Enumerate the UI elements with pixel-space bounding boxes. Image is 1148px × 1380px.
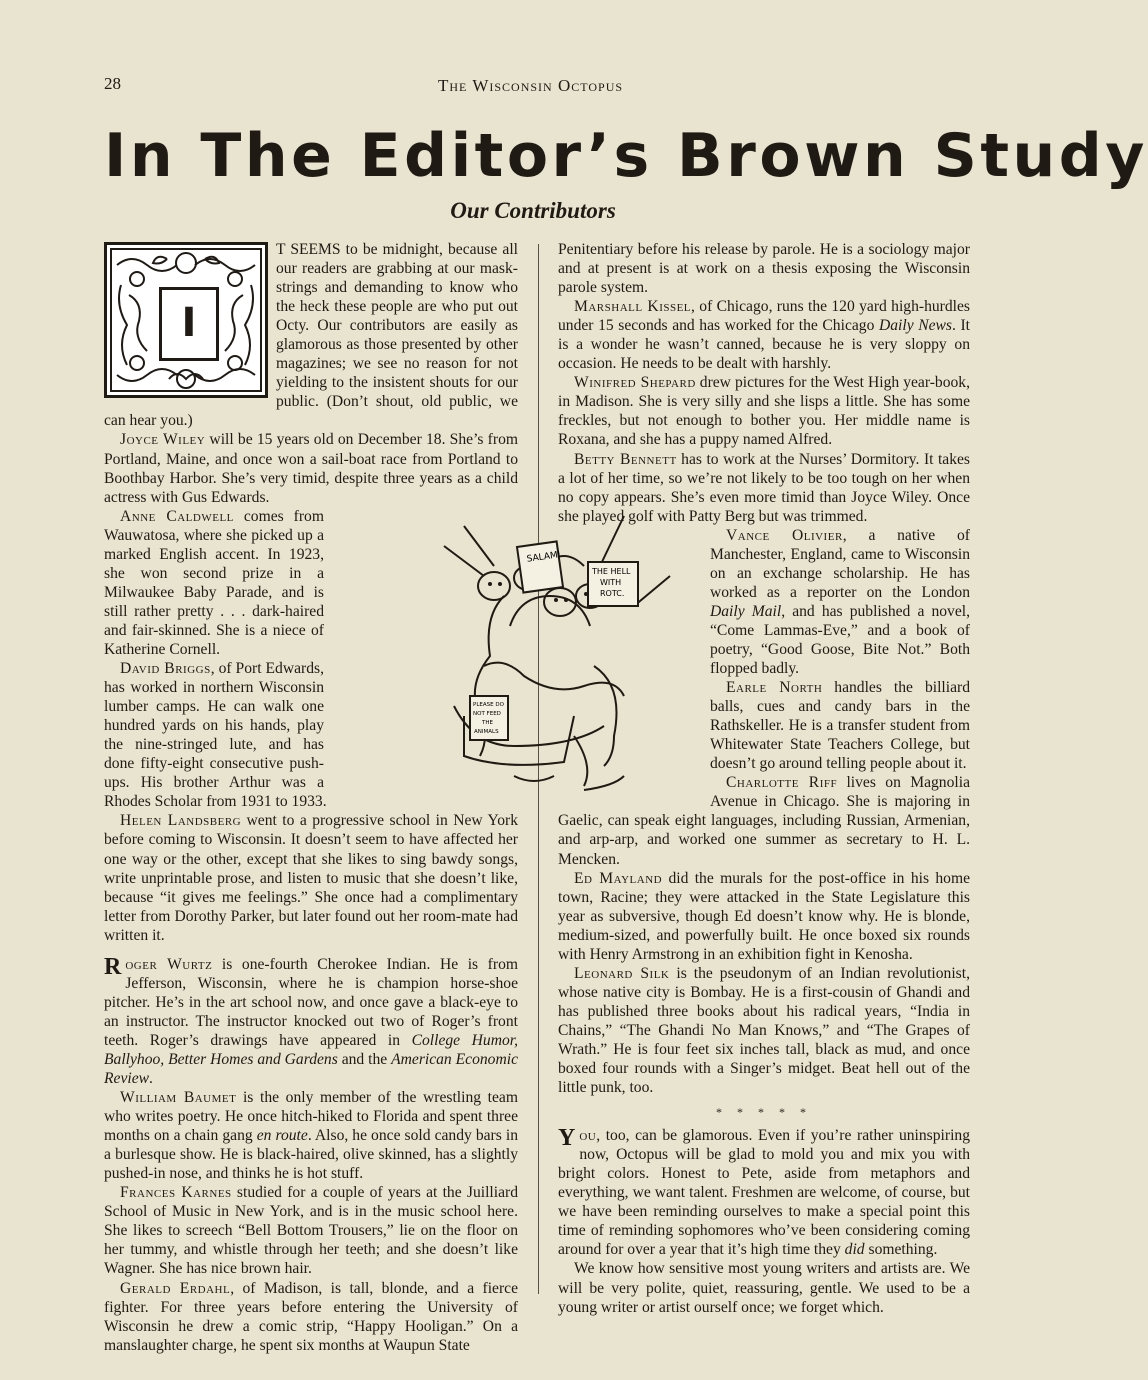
contributor-anne-caldwell: Anne Caldwell comes from Wauwatosa, where she picked up a marked English accent. In 1923, she won second prize in a Milwaukee Baby Parade, and is still rather pretty . . . dark-haired and fair-skinned. She is a niece of Katherine Cornell. <box>104 507 324 658</box>
contributor-betty-bennett: Betty Bennett has to work at the Nurses’ Dormitory. It takes a lot of her time, so we’re not likely to be too tough on her when no copy appears. She’s even more timid than Joyce Wiley. Once she played golf with Patty Berg but was trimmed. <box>558 450 970 525</box>
gerald-continuation: Penitentiary before his release by parole. He is a sociology major and at present is at work on a thesis exposing the Wisconsin parole system. <box>558 241 970 297</box>
ornamental-dropcap <box>104 242 268 398</box>
contributor-helen-landsberg: Helen Landsberg went to a progressive school in New York before coming to Wisconsin. It doesn’t seem to have affected her one way or the other, except that she likes to sing bawdy songs, write unprintable prose, and listen to music that she doesn’t like, because “it gives me feelings.” She once had a complimentary letter from Dorothy Parker, but later found out her room-mate had written it. <box>104 812 518 944</box>
page-number: 28 <box>104 74 121 93</box>
section-separator: * * * * * <box>716 1105 812 1120</box>
cartoon-sign-top: SALAMI <box>526 550 562 565</box>
contributor-winifred-shepard: Winifred Shepard drew pictures for the West High year-book, in Madison. She is very silly and she lisps a little. She has some freckles, but not enough to bother you. Her middle name is Roxana, and she has a puppy named Alfred. <box>558 374 970 449</box>
contributor-roger-wurtz: Roger Wurtz is one-fourth Cherokee Indian. He is from Jefferson, Wisconsin, where he is champion horse-shoe pitcher. He’s in the art school now, and once gave a black-eye to an instructor. The instructor knocked out two of Roger’s front teeth. Roger’s drawings have appeared in College Humor, Ballyhoo, Better Homes and Gardens and the American Economic Review. <box>104 953 518 1088</box>
cartoon-box-sign-1: PLEASE DO <box>473 702 504 708</box>
contributor-marshall-kissel: Marshall Kissel, of Chicago, runs the 120 yard high-hurdles under 15 seconds and has worked for the Chicago Daily News. It is a wonder he wasn’t canned, because he is very sloppy on occasion. He needs to be dealt with harshly. <box>558 298 971 373</box>
cartoon-box-sign-3: THE <box>482 720 493 726</box>
running-header <box>104 74 972 96</box>
contributor-frances-karnes: Frances Karnes studied for a couple of years at the Juilliard School of Music in New York, and is in the music school here. She likes to screech “Bell Bottom Trousers,” lie on the floor on her tummy, and whistle through her teeth; and she doesn’t like Wagner. She has nice brown hair. <box>104 1184 518 1278</box>
article-title: In The Editor’s Brown Study <box>104 121 1148 191</box>
cartoon-box-sign-2: NOT FEED <box>473 711 501 717</box>
contributor-ed-mayland: Ed Mayland did the murals for the post-office in his home town, Racine; they were attacked in the State Legislature this year as subversive, though Ed doesn’t know why. He is blonde, medium-sized, and powerfully built. He once boxed six rounds with Henry Armstrong in an exhibition fight in Kenosha. <box>558 869 970 963</box>
cartoon-sign-right-2: WITH <box>600 578 622 587</box>
closing-paragraph: We know how sensitive most young writers and artists are. We will be very polite, quiet, reassuring, gentle. We used to be a young writer or artist ourself once; we forget which. <box>558 1260 970 1316</box>
contributor-charlotte-riff: Charlotte Riff lives on Magnolia Avenue in Chicago. She is majoring in Gaelic, can speak eight languages, including Russian, Armenian, and arp-arp, and worked one summer as secretary to H. L. Mencken. <box>558 774 970 868</box>
contributor-leonard-silk: Leonard Silk is the pseudonym of an Indian revolutionist, whose native city is Bombay. He is a first-cousin of Ghandi and has published three books about his radical years, “India in Chains,” “The Ghandi No Man Knows,” and “The Grapes of Wrath.” He is four feet six inches tall, black as mud, and once boxed four rounds with a Singer’s midget. Beat hell out of the little punk, too. <box>558 964 970 1097</box>
contributor-william-baumet: William Baumet is the only member of the wrestling team who writes poetry. He once hitch-hiked to Florida and spent three months on a chain gang en route. Also, he once sold candy bars in a burlesque show. He is black-haired, olive skinned, has a slightly pushed-in nose, and thinks he is hot stuff. <box>104 1089 518 1183</box>
contributor-joyce-wiley: Joyce Wiley will be 15 years old on December 18. She’s from Portland, Maine, and once won a sail-boat race from Portland to Boothbay Harbor. She’s very timid, despite three years as a child actress with Gus Edwards. <box>104 431 518 506</box>
dropcap-letter: I <box>159 287 219 361</box>
cartoon-sign-right-3: ROTC. <box>600 589 625 598</box>
cartoon-sign-right-1: THE HELL <box>592 567 631 576</box>
call-for-contributors: You, too, can be glamorous. Even if you’re rather uninspiring now, Octopus will be glad to mold you and mix you with bright colors. Honest to Pete, aside from metaphors and everything, we want talent. Freshmen are welcome, of course, but we have been reminding ourselves to make a special point this time of reminding sophomores who’ve been considering coming around for over a year that it’s high time they did something. <box>558 1125 970 1259</box>
contributors-cartoon <box>424 506 676 796</box>
intro-paragraph: T SEEMS to be midnight, because all our readers are grabbing at our mask-strings and demanding to know who the heck these people are who put out Octy. Our contributors are easily as glamorous as those presented by other magazines; we see no reason for not yielding to the insistent shouts for our public. (Don’t shout, old public, we can hear you.) <box>104 241 518 430</box>
contributor-gerald-erdahl: Gerald Erdahl, of Madison, is tall, blonde, and a fierce fighter. For three years before entering the University of Wisconsin he drew a comic strip, “Happy Hooligan.” On a manslaughter charge, he spent six months at Waupun State <box>104 1279 518 1354</box>
contributor-earle-north: Earle North handles the billiard balls, cues and candy bars in the Rathskeller. He is a transfer student from Whitewater State Teachers College, but doesn’t go around telling people about it. <box>710 679 971 773</box>
contributor-david-briggs: David Briggs, of Port Edwards, has worked in northern Wisconsin lumber camps. He can walk one hundred yards on his hands, play the nine-stringed lute, and has done fifty-eight consecutive push-ups. His brother Arthur was a Rhodes Scholar from 1931 to 1933. <box>104 660 327 811</box>
running-title: The Wisconsin Octopus <box>438 76 624 95</box>
contributor-vance-olivier: Vance Olivier, a native of Manchester, England, came to Wisconsin on an exchange scholarship. He has worked as a reporter on the London Daily Mail, and has published a novel, “Come Lammas-Eve,” and a book of poetry, “Good Goose, Bite Not.” Both flopped badly. <box>710 526 971 678</box>
cartoon-box-sign-4: ANIMALS <box>474 729 499 735</box>
article-subtitle: Our Contributors <box>450 198 616 223</box>
